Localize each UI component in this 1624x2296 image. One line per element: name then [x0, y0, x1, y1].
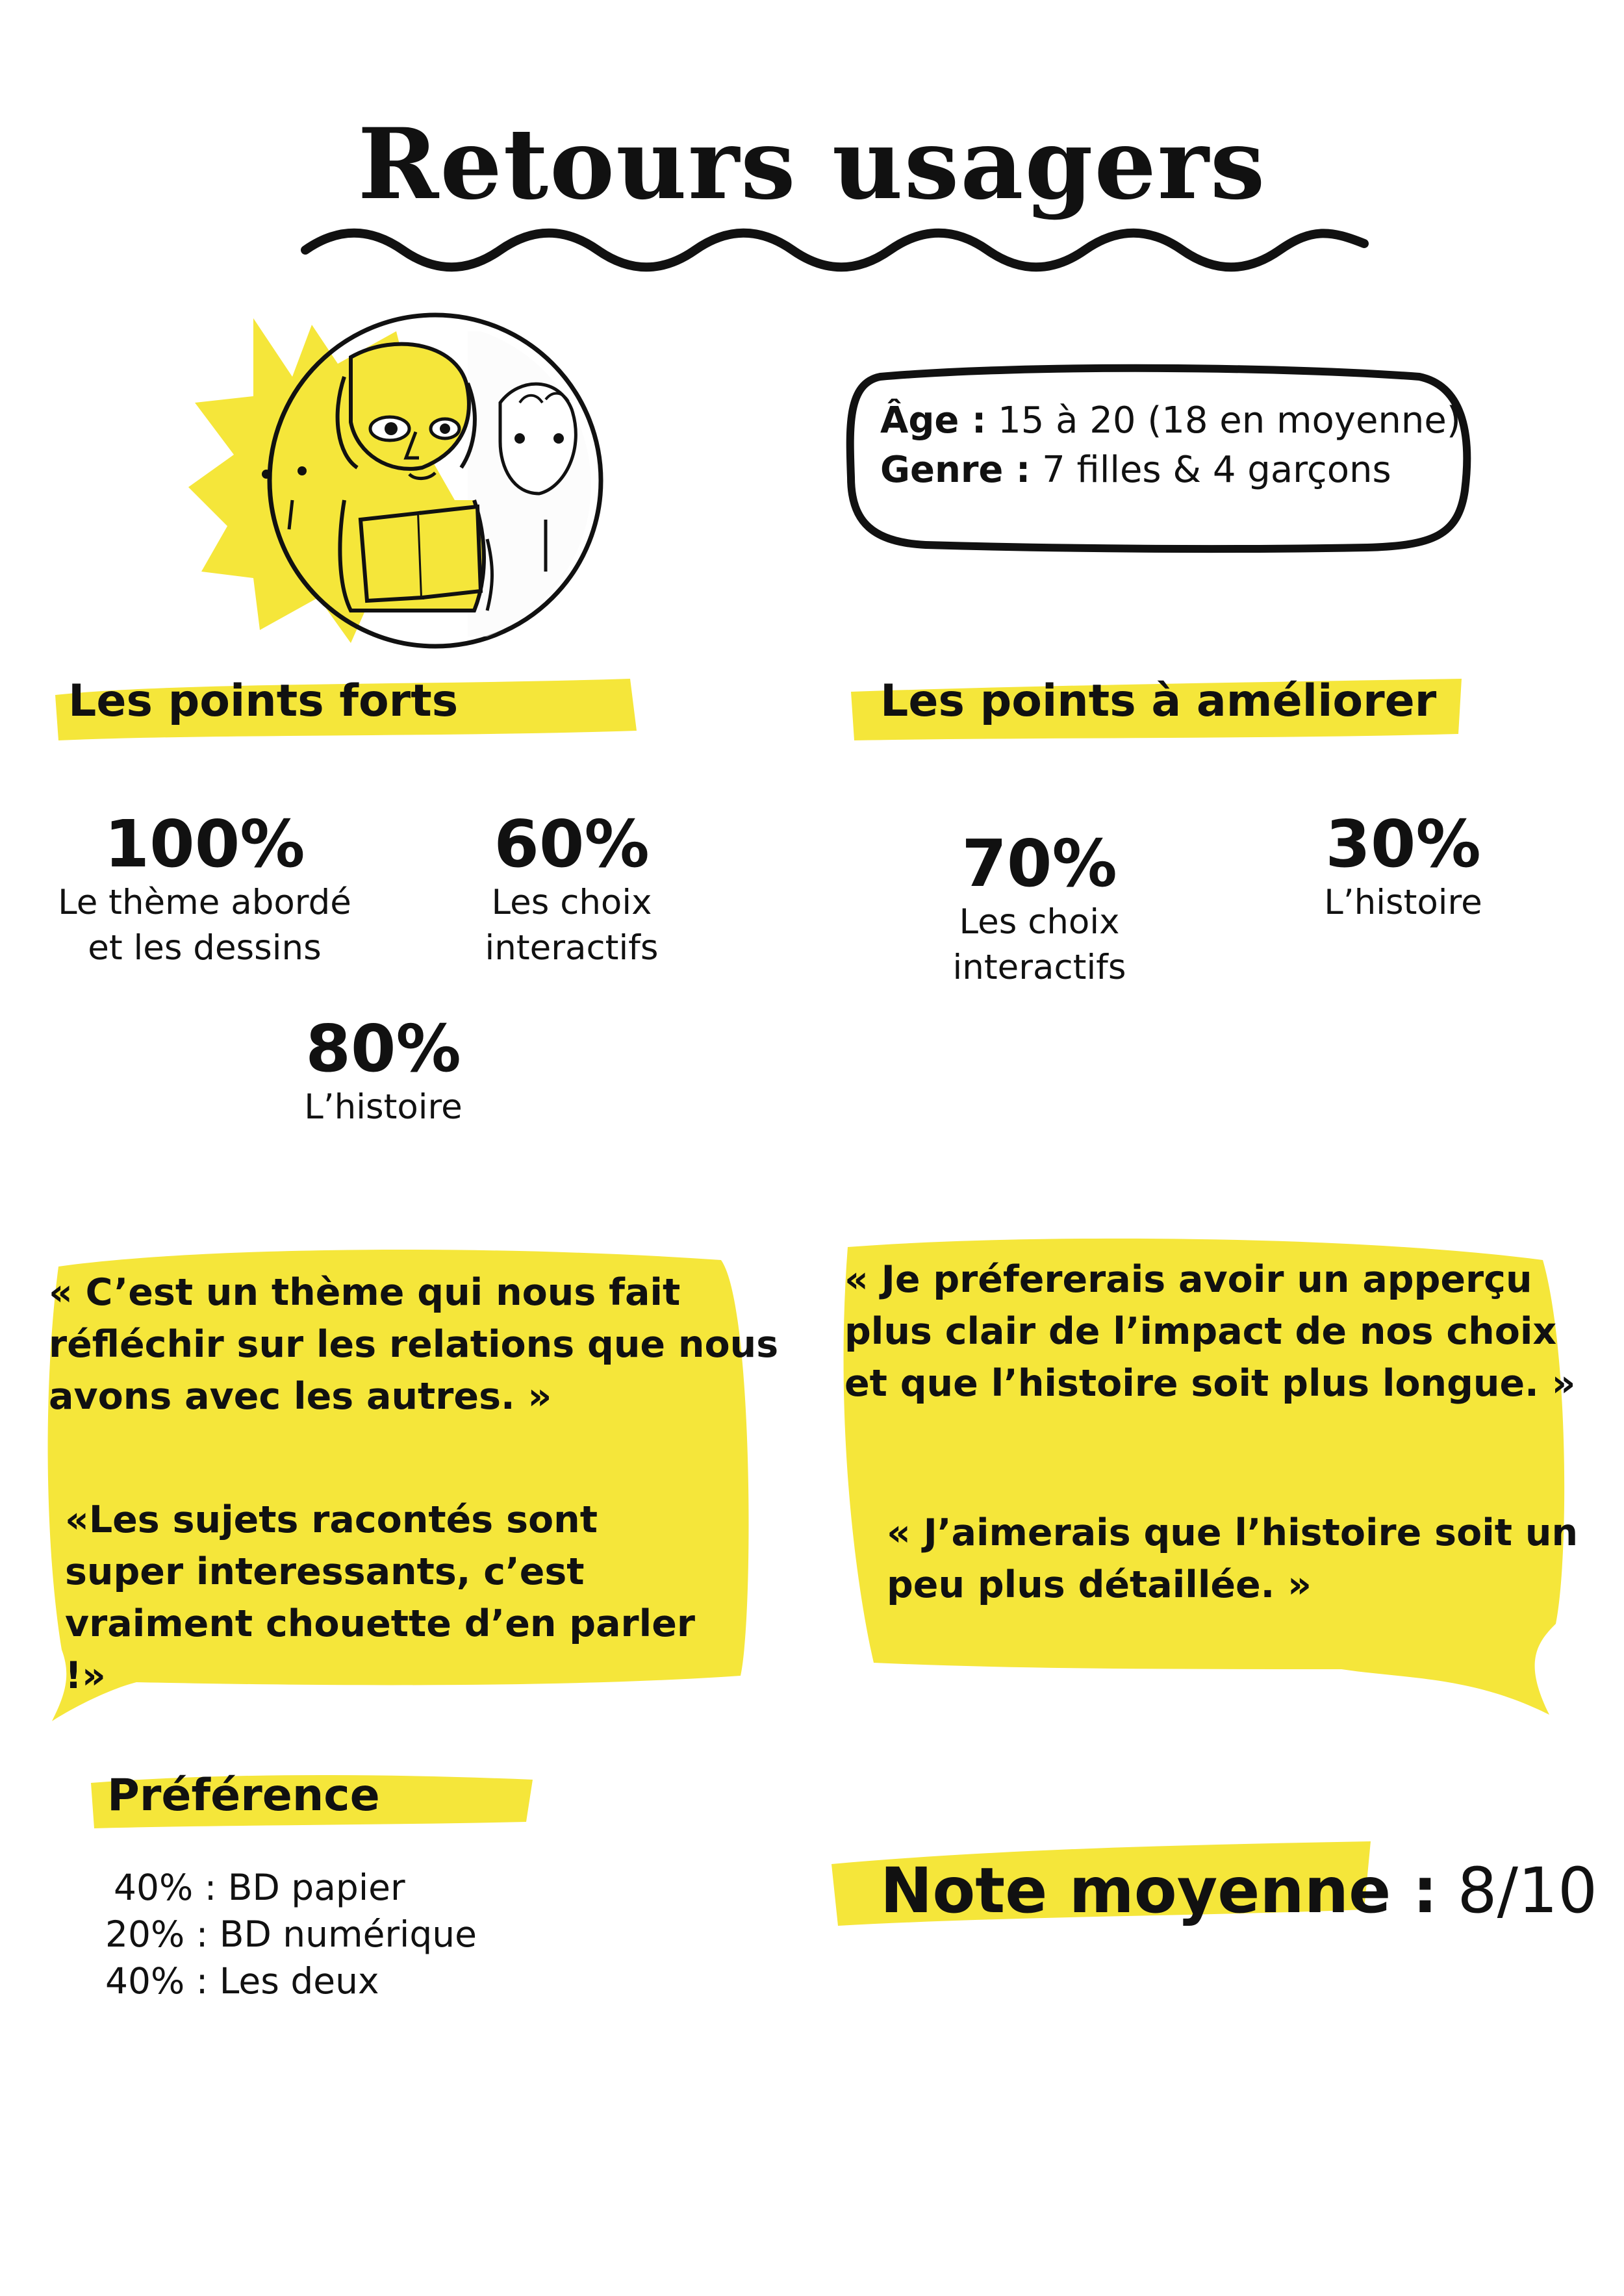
stat-label-line1: Le thème abordé: [58, 883, 351, 922]
stat-label-line2: et les dessins: [88, 928, 322, 968]
improvements-heading: Les points à améliorer: [880, 675, 1437, 727]
genre-label: Genre :: [880, 449, 1031, 491]
stat-story: [247, 1013, 520, 1130]
stat-label-line1: Les choix: [491, 883, 652, 922]
preference-item: 20% : BD numérique: [105, 1913, 477, 1955]
page-title: Retours usagers: [357, 107, 1267, 221]
stat-value: 30%: [1325, 806, 1481, 882]
age-value: 15 à 20 (18 en moyenne): [998, 399, 1461, 442]
preference-item: 40% : BD papier: [114, 1867, 405, 1908]
improvements-quote-1: « Je préfererais avoir un apperçu plus clair de l’impact de nos choix et que l’histoire soit plus longue. »: [844, 1258, 1576, 1405]
preference-item: 40% : Les deux: [105, 1960, 379, 2002]
strengths-quote-1: « C’est un thème qui nous fait réfléchir sur les relations que nous avons avec les autres. »: [49, 1271, 779, 1418]
stat-label-line2: interactifs: [952, 948, 1126, 987]
demographics-box: [835, 360, 1478, 555]
stat-improve-interactive: [890, 828, 1189, 990]
average-rating: [880, 1854, 1597, 1927]
stat-value: 60%: [494, 806, 650, 882]
wavy-underline: [299, 224, 1371, 276]
genre-value: 7 filles & 4 garçons: [1042, 449, 1391, 491]
stat-label-line1: L’histoire: [1324, 883, 1482, 922]
improvements-quote-2: « J’aimerais que l’histoire soit un peu plus détaillée. »: [887, 1511, 1579, 1606]
readers-illustration: [182, 305, 637, 669]
stat-theme-drawings: [39, 806, 370, 971]
stat-value: 80%: [305, 1011, 461, 1087]
stat-label-line1: Les choix: [959, 902, 1120, 942]
stat-value: 70%: [961, 826, 1117, 902]
average-rating-label: Note moyenne :: [880, 1854, 1438, 1927]
preference-heading: Préférence: [107, 1770, 380, 1821]
strengths-heading: Les points forts: [68, 675, 459, 727]
stat-improve-story: [1273, 806, 1533, 926]
age-label: Âge :: [880, 399, 987, 442]
stat-interactive-choices: [422, 806, 721, 971]
stat-label-line1: L’histoire: [304, 1087, 463, 1127]
stat-value: 100%: [104, 806, 305, 882]
stat-label-line2: interactifs: [485, 928, 659, 968]
average-rating-value: 8/10: [1457, 1854, 1598, 1927]
strengths-quote-2: «Les sujets racontés sont super interessants, c’est vraiment chouette d’en parler !»: [65, 1498, 695, 1697]
